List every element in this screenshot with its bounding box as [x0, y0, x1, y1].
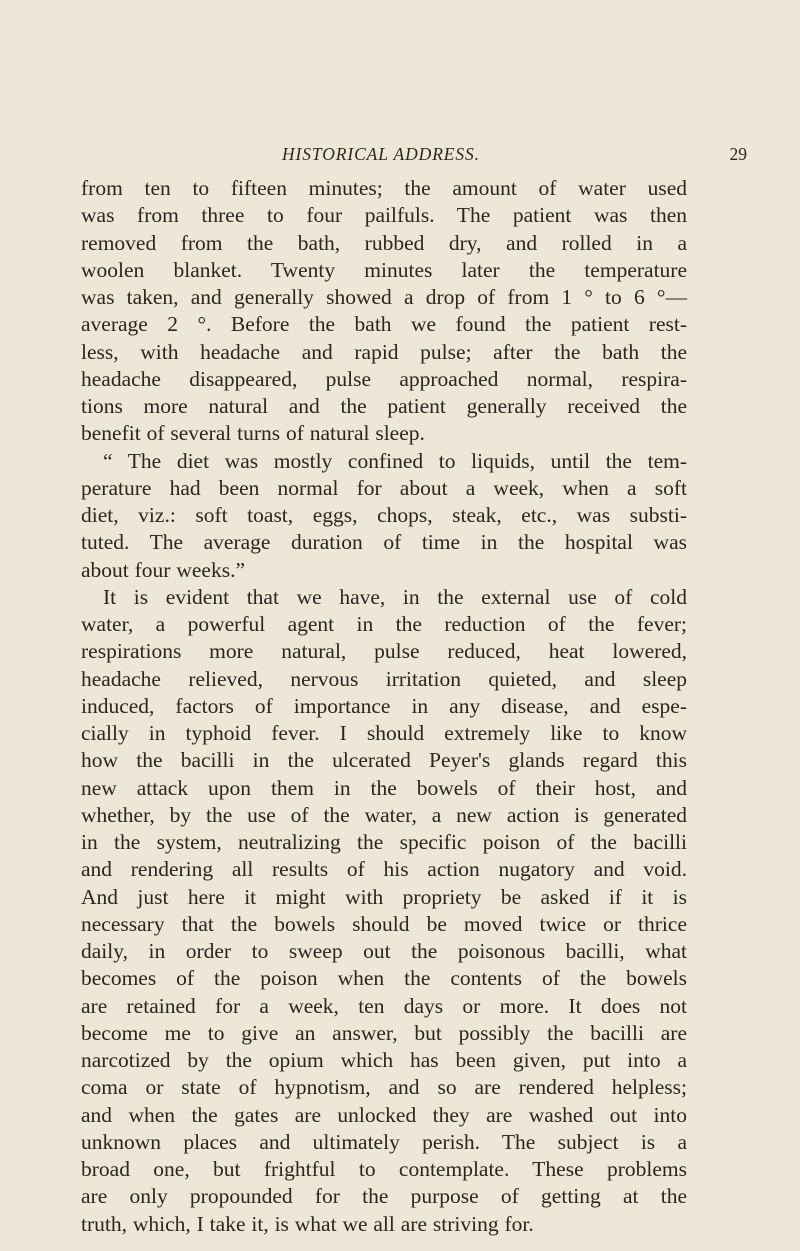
text-line: respirations more natural, pulse reduced, heat lowered,	[81, 639, 687, 664]
text-line: unknown places and ultimately perish. The subject is a	[81, 1129, 687, 1154]
text-line: daily, in order to sweep out the poisonous bacilli, what	[81, 939, 687, 963]
text-line: coma or state of hypnotism, and so are rendered helpless;	[81, 1075, 687, 1100]
text-line: was taken, and generally showed a drop of from 1 ° to 6 °—	[81, 285, 687, 309]
text-line: truth, which, I take it, is what we all are striving for.	[81, 1211, 534, 1236]
text-line: removed from the bath, rubbed dry, and rolled in a	[81, 230, 687, 255]
running-head	[60, 144, 750, 168]
text-line: become me to give an answer, but possibly the bacilli are	[81, 1020, 687, 1045]
paragraph	[81, 175, 687, 448]
text-line: from ten to fifteen minutes; the amount of water used	[81, 176, 687, 200]
text-line: tuted. The average duration of time in the hospital was	[81, 530, 687, 555]
text-line: headache disappeared, pulse approached normal, respira-	[81, 366, 687, 391]
text-line: average 2 °. Before the bath we found the patient rest-	[81, 312, 687, 337]
text-line: diet, viz.: soft toast, eggs, chops, steak, etc., was substi-	[81, 503, 687, 527]
text-line: in the system, neutralizing the specific poison of the bacilli	[81, 830, 687, 854]
text-line: water, a powerful agent in the reduction of the fever;	[81, 612, 687, 636]
text-line: It is evident that we have, in the external use of cold	[103, 584, 687, 609]
paragraph	[81, 448, 687, 584]
running-title: HISTORICAL ADDRESS.	[282, 144, 480, 164]
text-line: necessary that the bowels should be moved twice or thrice	[81, 911, 687, 936]
text-line: cially in typhoid fever. I should extremely like to know	[81, 721, 687, 745]
page-number: 29	[729, 144, 747, 164]
text-line: benefit of several turns of natural sleep.	[81, 421, 425, 446]
text-line: how the bacilli in the ulcerated Peyer's glands regard this	[81, 748, 687, 773]
text-line: tions more natural and the patient generally received the	[81, 394, 687, 418]
text-line: perature had been normal for about a week, when a soft	[81, 475, 687, 500]
paragraph	[81, 584, 687, 1238]
text-line: woolen blanket. Twenty minutes later the temperature	[81, 257, 687, 282]
text-line: are retained for a week, ten days or more. It does not	[81, 993, 687, 1018]
text-line: whether, by the use of the water, a new action is generated	[81, 802, 687, 827]
body-text	[81, 175, 687, 1238]
text-line: narcotized by the opium which has been given, put into a	[81, 1048, 687, 1072]
text-line: and rendering all results of his action nugatory and void.	[81, 857, 687, 882]
text-line: was from three to four pailfuls. The patient was then	[81, 203, 687, 228]
text-line: headache relieved, nervous irritation quieted, and sleep	[81, 666, 687, 691]
text-line: And just here it might with propriety be asked if it is	[81, 884, 687, 909]
text-line: new attack upon them in the bowels of their host, and	[81, 775, 687, 800]
text-line: broad one, but frightful to contemplate. These problems	[81, 1157, 687, 1181]
text-line: are only propounded for the purpose of getting at the	[81, 1184, 687, 1209]
text-line: induced, factors of importance in any disease, and espe-	[81, 693, 687, 718]
text-line: about four weeks.”	[81, 557, 245, 582]
text-line: and when the gates are unlocked they are washed out into	[81, 1102, 687, 1127]
text-line: less, with headache and rapid pulse; after the bath the	[81, 339, 687, 364]
text-line: becomes of the poison when the contents of the bowels	[81, 966, 687, 991]
text-line: “ The diet was mostly confined to liquids, until the tem-	[103, 448, 687, 473]
